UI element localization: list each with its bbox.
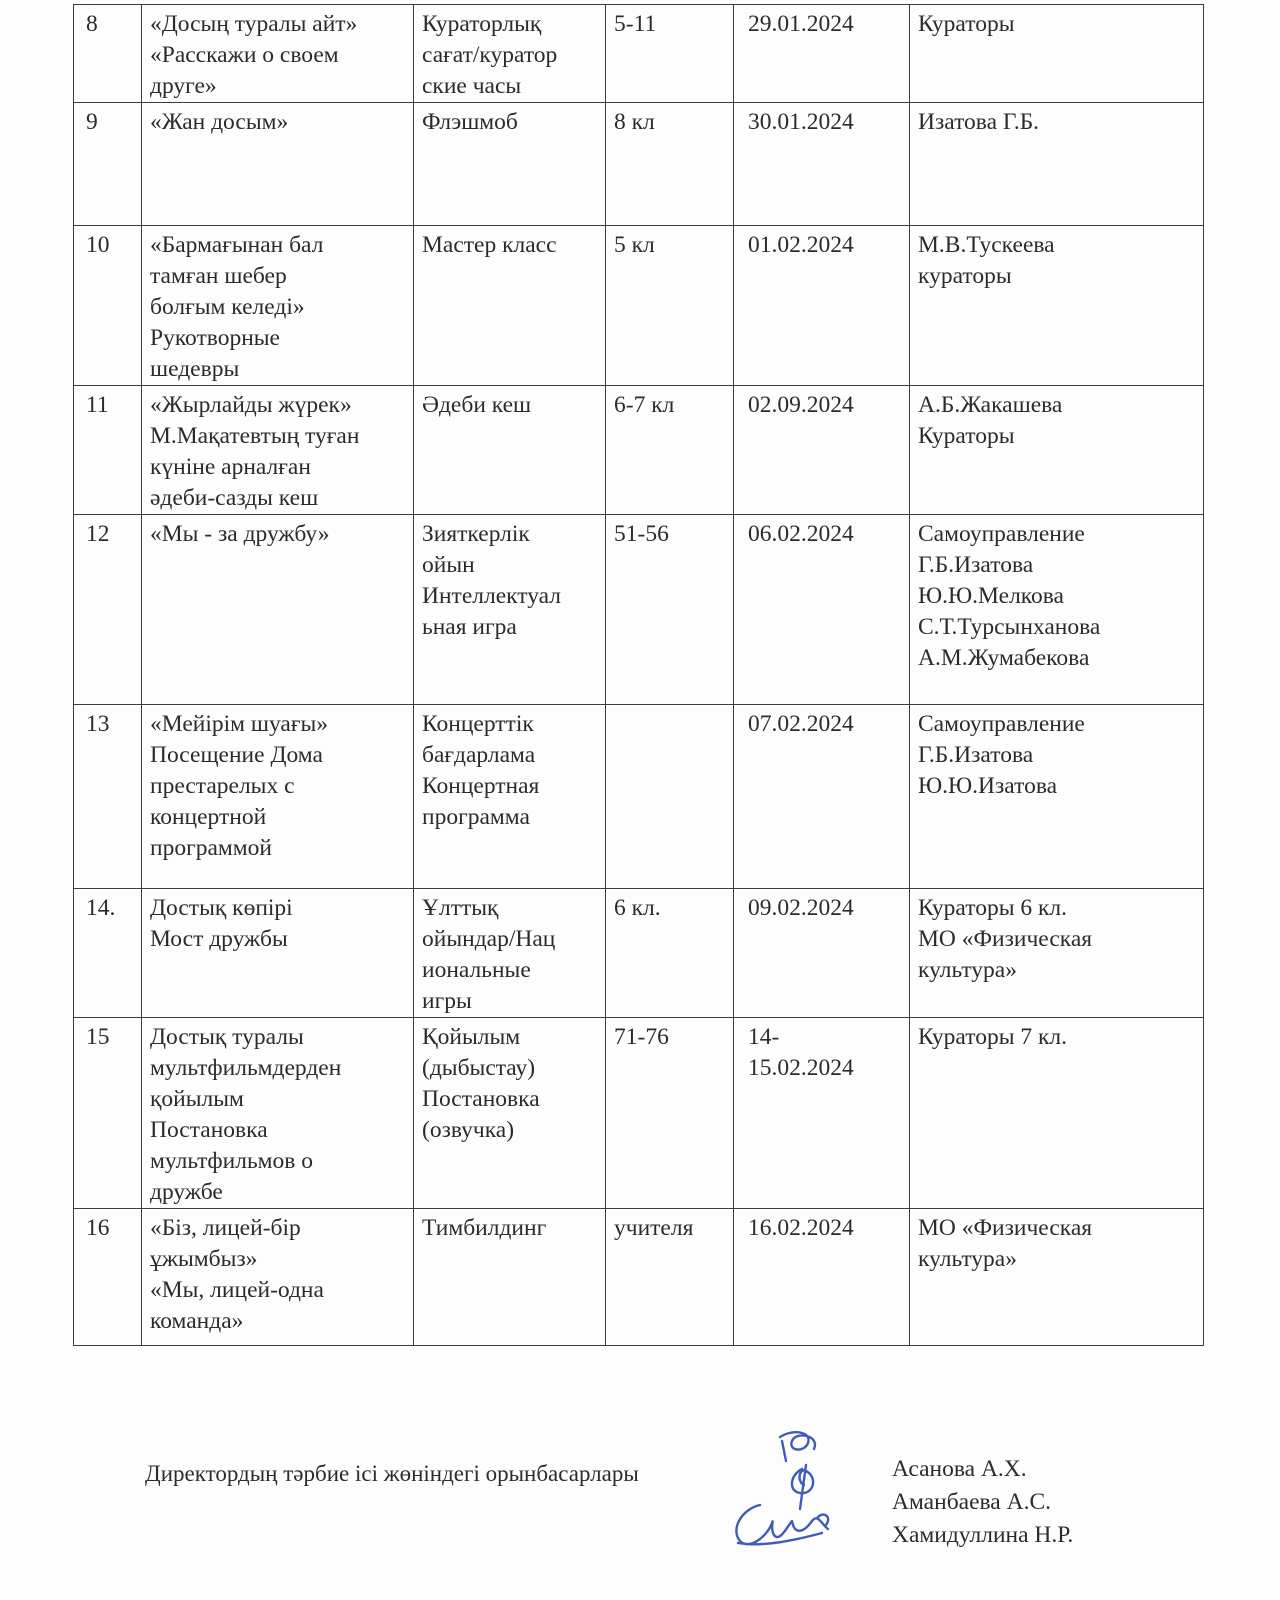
event-participants: 5-11 (606, 5, 734, 103)
event-format: Флэшмоб (414, 103, 606, 226)
event-participants: 6 кл. (606, 889, 734, 1018)
row-number: 15 (74, 1018, 142, 1209)
event-date: 02.09.2024 (734, 386, 910, 515)
event-participants: 51-56 (606, 515, 734, 705)
event-format: Мастер класс (414, 226, 606, 386)
signatory-name: Асанова А.Х. (892, 1456, 1027, 1482)
event-date: 29.01.2024 (734, 5, 910, 103)
table-row (74, 1209, 1204, 1346)
event-format: Кураторлық сағат/куратор ские часы (414, 5, 606, 103)
deputy-directors-title: Директордың тәрбие ісі жөніндегі орынбасарлары (145, 1461, 639, 1486)
event-title: «Мы - за дружбу» (142, 515, 414, 705)
row-number: 13 (74, 705, 142, 889)
event-responsible: Самоуправление Г.Б.Изатова Ю.Ю.Изатова (910, 705, 1204, 889)
event-participants: 71-76 (606, 1018, 734, 1209)
event-date: 07.02.2024 (734, 705, 910, 889)
event-title: «Бармағынан бал тамған шебер болғым келеді» Рукотворные шедевры (142, 226, 414, 386)
event-responsible: Кураторы (910, 5, 1204, 103)
events-table-body (74, 5, 1204, 1346)
event-responsible: Кураторы 6 кл. МО «Физическая культура» (910, 889, 1204, 1018)
event-format: Зияткерлік ойын Интеллектуал ьная игра (414, 515, 606, 705)
event-format: Қойылым (дыбыстау) Постановка (озвучка) (414, 1018, 606, 1209)
event-title: «Жан досым» (142, 103, 414, 226)
event-title: «Досың туралы айт» «Расскажи о своем друге» (142, 5, 414, 103)
handwritten-signature (722, 1425, 872, 1575)
event-date: 30.01.2024 (734, 103, 910, 226)
event-format: Тимбилдинг (414, 1209, 606, 1346)
row-number: 16 (74, 1209, 142, 1346)
event-participants: 6-7 кл (606, 386, 734, 515)
event-responsible: А.Б.Жакашева Кураторы (910, 386, 1204, 515)
row-number: 9 (74, 103, 142, 226)
event-responsible: МО «Физическая культура» (910, 1209, 1204, 1346)
event-date: 14- 15.02.2024 (734, 1018, 910, 1209)
event-responsible: Изатова Г.Б. (910, 103, 1204, 226)
row-number: 14. (74, 889, 142, 1018)
table-row (74, 889, 1204, 1018)
row-number: 12 (74, 515, 142, 705)
event-responsible: Самоуправление Г.Б.Изатова Ю.Ю.Мелкова С.Т.Турсынханова А.М.Жумабекова (910, 515, 1204, 705)
table-row (74, 103, 1204, 226)
event-format: Концерттік бағдарлама Концертная программа (414, 705, 606, 889)
table-row (74, 226, 1204, 386)
event-title: Достық туралы мультфильмдерден қойылым Постановка мультфильмов о дружбе (142, 1018, 414, 1209)
event-title: «Мейірім шуағы» Посещение Дома престарелых с концертной программой (142, 705, 414, 889)
event-date: 01.02.2024 (734, 226, 910, 386)
signatory-name: Аманбаева А.С. (892, 1489, 1051, 1515)
event-format: Ұлттық ойындар/Нац иональные игры (414, 889, 606, 1018)
table-row (74, 515, 1204, 705)
event-participants: учителя (606, 1209, 734, 1346)
event-responsible: М.В.Тускеева кураторы (910, 226, 1204, 386)
event-participants (606, 705, 734, 889)
event-title: «Жырлайды жүрек» М.Мақатевтың туған күніне арналған әдеби-сазды кеш (142, 386, 414, 515)
event-format: Әдеби кеш (414, 386, 606, 515)
signatory-name: Хамидуллина Н.Р. (892, 1522, 1074, 1548)
row-number: 10 (74, 226, 142, 386)
row-number: 11 (74, 386, 142, 515)
event-participants: 5 кл (606, 226, 734, 386)
event-title: Достық көпірі Мост дружбы (142, 889, 414, 1018)
table-row (74, 386, 1204, 515)
event-responsible: Кураторы 7 кл. (910, 1018, 1204, 1209)
event-date: 06.02.2024 (734, 515, 910, 705)
row-number: 8 (74, 5, 142, 103)
table-row (74, 705, 1204, 889)
event-title: «Біз, лицей-бір ұжымбыз» «Мы, лицей-одна команда» (142, 1209, 414, 1346)
event-date: 09.02.2024 (734, 889, 910, 1018)
event-date: 16.02.2024 (734, 1209, 910, 1346)
event-participants: 8 кл (606, 103, 734, 226)
table-row (74, 5, 1204, 103)
table-row (74, 1018, 1204, 1209)
events-table (73, 4, 1204, 1346)
signatory-names (892, 1453, 1073, 1552)
